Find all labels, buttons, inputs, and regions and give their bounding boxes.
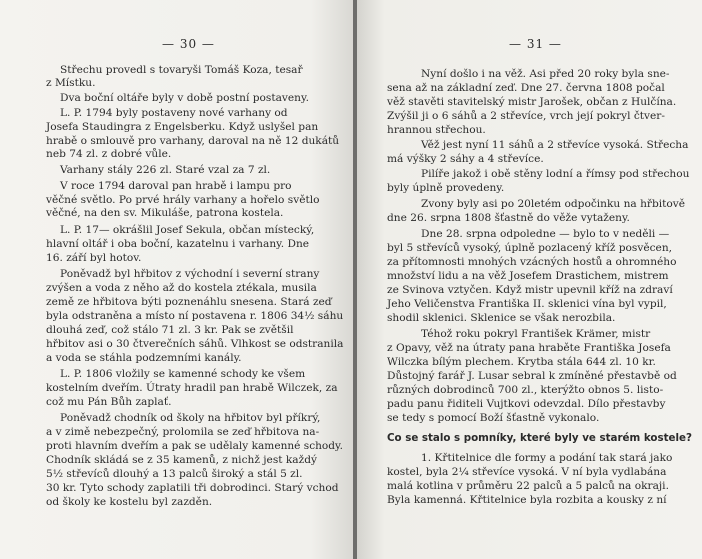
text-line: byly úplně provedeny. [387, 182, 505, 194]
text-line: dlouhá zeď, což stálo 71 zl. 3 kr. Pak se zvětšil [46, 324, 294, 336]
text-line: 1. Křtitelnice dle formy a podání tak stará jako [421, 452, 673, 464]
text-line: hrannou střechou. [387, 124, 486, 136]
text-line: L. P. 1794 byly postaveny nové varhany od [60, 107, 288, 119]
text-line: V roce 1794 daroval pan hrabě i lampu pro [60, 180, 292, 192]
text-line: což mu Pán Bůh zaplať. [46, 396, 172, 408]
text-line: má výšky 2 sáhy a 4 střevíce. [387, 153, 544, 165]
text-line: zvýšen a voda z něho až do kostela ztékala, musila [46, 282, 317, 294]
text-line: neb 74 zl. z dobré vůle. [46, 148, 172, 160]
text-line: Chodník skládá se z 35 kamenů, z nichž jest každý [46, 454, 317, 466]
text-line: L. P. 17— okrášlil Josef Sekula, občan místecký, [60, 224, 315, 236]
text-line: Varhany stály 226 zl. Staré vzal za 7 zl. [60, 164, 271, 176]
text-line: různých dobrodinců 700 zl., kterýžto obnos 5. listo- [387, 384, 664, 396]
text-line: padu panu řiditeli Vujtkovi odevzdal. Dílo přestavby [387, 398, 666, 410]
text-line: věčné světlo. Po prvé hrály varhany a hořelo světlo [46, 194, 320, 206]
text-line: 16. září byl hotov. [46, 252, 142, 264]
text-line: Pilíře jakož i obě stěny lodní a římsy pod střechou [421, 168, 690, 180]
text-line: se tedy s pomocí Boží šťastně vykonalo. [387, 412, 600, 424]
text-line: Téhož roku pokryl František Krämer, mistr [421, 328, 651, 340]
text-line: Byla kamenná. Křtitelnice byla rozbita a kousky z ní [387, 494, 667, 506]
text-line: L. P. 1806 vložily se kamenné schody ke všem [60, 368, 306, 380]
text-line: Poněvadž chodník od školy na hřbitov byl příkrý, [60, 412, 321, 424]
text-line: Dva boční oltáře byly v době postní postaveny. [60, 92, 309, 104]
text-line: kostel, byla 2¼ střevíce vysoká. V ní byla vydlabána [387, 466, 667, 478]
text-line: hřbitov asi o 30 čtverečních sáhů. Vlhkost se odstranila [46, 338, 344, 350]
page-number-right: — 31 — [509, 37, 562, 51]
right-page [357, 0, 702, 559]
text-line: od školy ke kostelu byl zazděn. [46, 496, 213, 508]
text-line: Zvýšil ji o 6 sáhů a 2 střevíce, vrch její pokryl čtver- [387, 110, 665, 122]
text-line: Josefa Staudingra z Engelsberku. Když uslyšel pan [46, 121, 319, 133]
text-line: Poněvadž byl hřbitov z východní i severní strany [60, 268, 320, 280]
text-line: z Místku. [46, 77, 96, 89]
text-line: země ze hřbitova býti poznenáhlu snesena. Stará zeď [46, 296, 332, 308]
text-line: sena až na základní zeď. Dne 27. června 1808 počal [387, 82, 665, 94]
text-line: a v zimě nebezpečný, prolomila se zeď hřbitova na- [46, 426, 320, 438]
text-line: malá kotlina v průměru 22 palců a 5 palců na okraji. [387, 480, 669, 492]
right-page-text [357, 0, 702, 559]
text-line: byl 5 střevíců vysoký, úplně pozlacený kříž posvěcen, [387, 242, 673, 254]
text-line: Střechu provedl s tovaryši Tomáš Koza, tesař [60, 64, 303, 76]
text-line: Důstojný farář J. Lusar sebral k zmíněné přestavbě od [387, 370, 677, 382]
text-line: Jeho Veličenstva Františka II. sklenici vína byl vypil, [387, 298, 667, 310]
text-line: 30 kr. Tyto schody zaplatili tři dobrodinci. Starý vchod [46, 482, 339, 494]
text-line: z Opavy, věž na útraty pana hraběte Františka Josefa [387, 342, 671, 354]
page-number-left: — 30 — [162, 37, 215, 51]
text-line: hlavní oltář i oba boční, kazatelnu i varhany. Dne [46, 238, 310, 250]
text-line: Zvony byly asi po 20letém odpočinku na hřbitově [421, 198, 686, 210]
text-line: ze Svinova vztyčen. Když mistr upevnil kříž na zdraví [387, 284, 673, 296]
text-line: Dne 28. srpna odpoledne — bylo to v neděli — [421, 228, 670, 240]
text-line: proti hlavním dveřím a pak se udělaly kamenné schody. [46, 440, 343, 452]
text-line: věčné, na den sv. Mikuláše, patrona kostela. [46, 207, 284, 219]
text-line: Nyní došlo i na věž. Asi před 20 roky byla sne- [421, 68, 670, 80]
text-line: shodil sklenici. Sklenice se však nerozbila. [387, 312, 616, 324]
text-line: kostelním dveřím. Útraty hradil pan hrabě Wilczek, za [46, 382, 338, 394]
text-line: hrabě o smlouvě pro varhany, daroval na ně 12 dukátů [46, 135, 340, 147]
text-line: Wilczka bílým plechem. Krytba stála 644 zl. 10 kr. [387, 356, 656, 368]
text-line: množství lidu a na věž Josefem Drastichem, mistrem [387, 270, 669, 282]
text-line: věž stavěti stavitelský mistr Jarošek, občan z Hulčína. [387, 96, 677, 108]
text-line: Věž jest nyní 11 sáhů a 2 střevíce vysoká. Střecha [421, 139, 689, 151]
text-line: byla odstraněna a místo ní postavena r. 1806 34½ sáhu [46, 310, 344, 322]
text-line: 5½ střevíců dlouhý a 13 palců široký a stál 5 zl. [46, 468, 303, 480]
text-line: dne 26. srpna 1808 šťastně do věže vytaženy. [387, 212, 630, 224]
text-line: a voda se stáhla podzemními kanály. [46, 352, 242, 364]
section-heading: Co se stalo s pomníky, které byly ve starém kostele? [387, 432, 692, 444]
text-line: za přítomnosti mnohých vzácných hostů a ohromného [387, 256, 677, 268]
